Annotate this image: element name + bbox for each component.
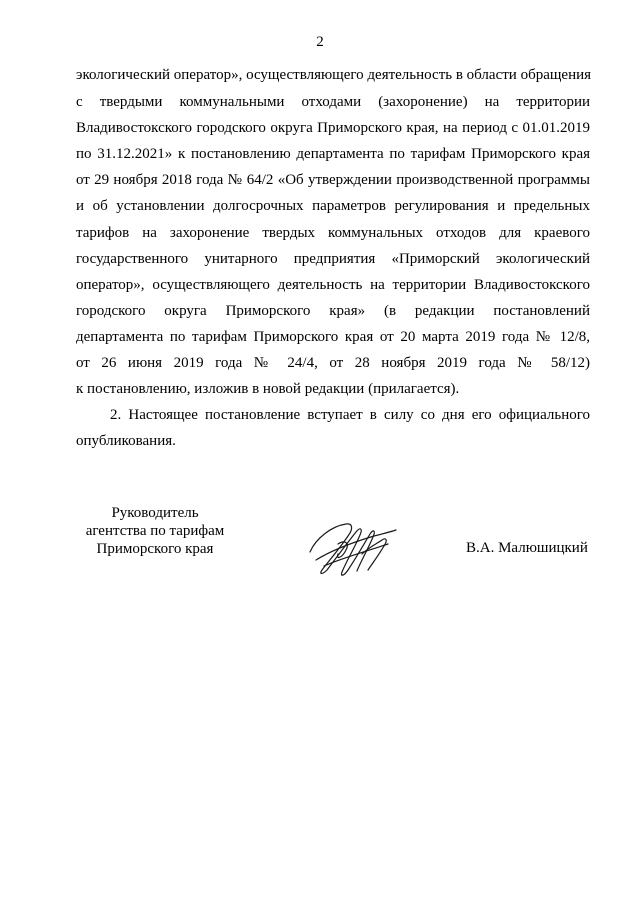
body-text-line: государственного унитарного предприятия «Приморский экологический xyxy=(76,251,590,267)
body-text-line: оператор», осуществляющего деятельность на территории Владивостокского xyxy=(76,277,590,293)
signatory-name: В.А. Малюшицкий xyxy=(466,540,588,556)
body-text-line: экологический оператор», осуществляющего деятельность в области обращения xyxy=(76,67,592,83)
body-text-line: к постановлению, изложив в новой редакции (прилагается). xyxy=(76,381,460,397)
signatory-title-line: агентства по тарифам xyxy=(85,523,225,539)
body-text-line: департамента по тарифам Приморского края от 20 марта 2019 года № 12/8, xyxy=(76,329,590,345)
body-text-line: от 26 июня 2019 года № 24/4, от 28 ноября 2019 года № 58/12) xyxy=(76,355,590,371)
body-text-line: тарифов на захоронение твердых коммунальных отходов для краевого xyxy=(76,225,590,241)
body-text-line: по 31.12.2021» к постановлению департамента по тарифам Приморского края xyxy=(76,146,590,162)
paragraph-2-line: опубликования. xyxy=(76,433,176,449)
page-number: 2 xyxy=(316,34,324,50)
signatory-title xyxy=(70,504,240,558)
paragraph-2-line: 2. Настоящее постановление вступает в силу со дня его официального xyxy=(110,407,590,423)
body-text-line: с твердыми коммунальными отходами (захоронение) на территории xyxy=(76,94,590,110)
signatory-title-line: Приморского края xyxy=(96,541,214,557)
signatory-title-line: Руководитель xyxy=(111,505,199,521)
handwritten-signature xyxy=(302,514,402,584)
body-text-line: и об установлении долгосрочных параметров регулирования и предельных xyxy=(76,198,590,214)
body-text-line: от 29 ноября 2018 года № 64/2 «Об утверждении производственной программы xyxy=(76,172,590,188)
body-text-line: Владивостокского городского округа Приморского края, на период с 01.01.2019 xyxy=(76,120,590,136)
body-text-line: городского округа Приморского края» (в редакции постановлений xyxy=(76,303,590,319)
